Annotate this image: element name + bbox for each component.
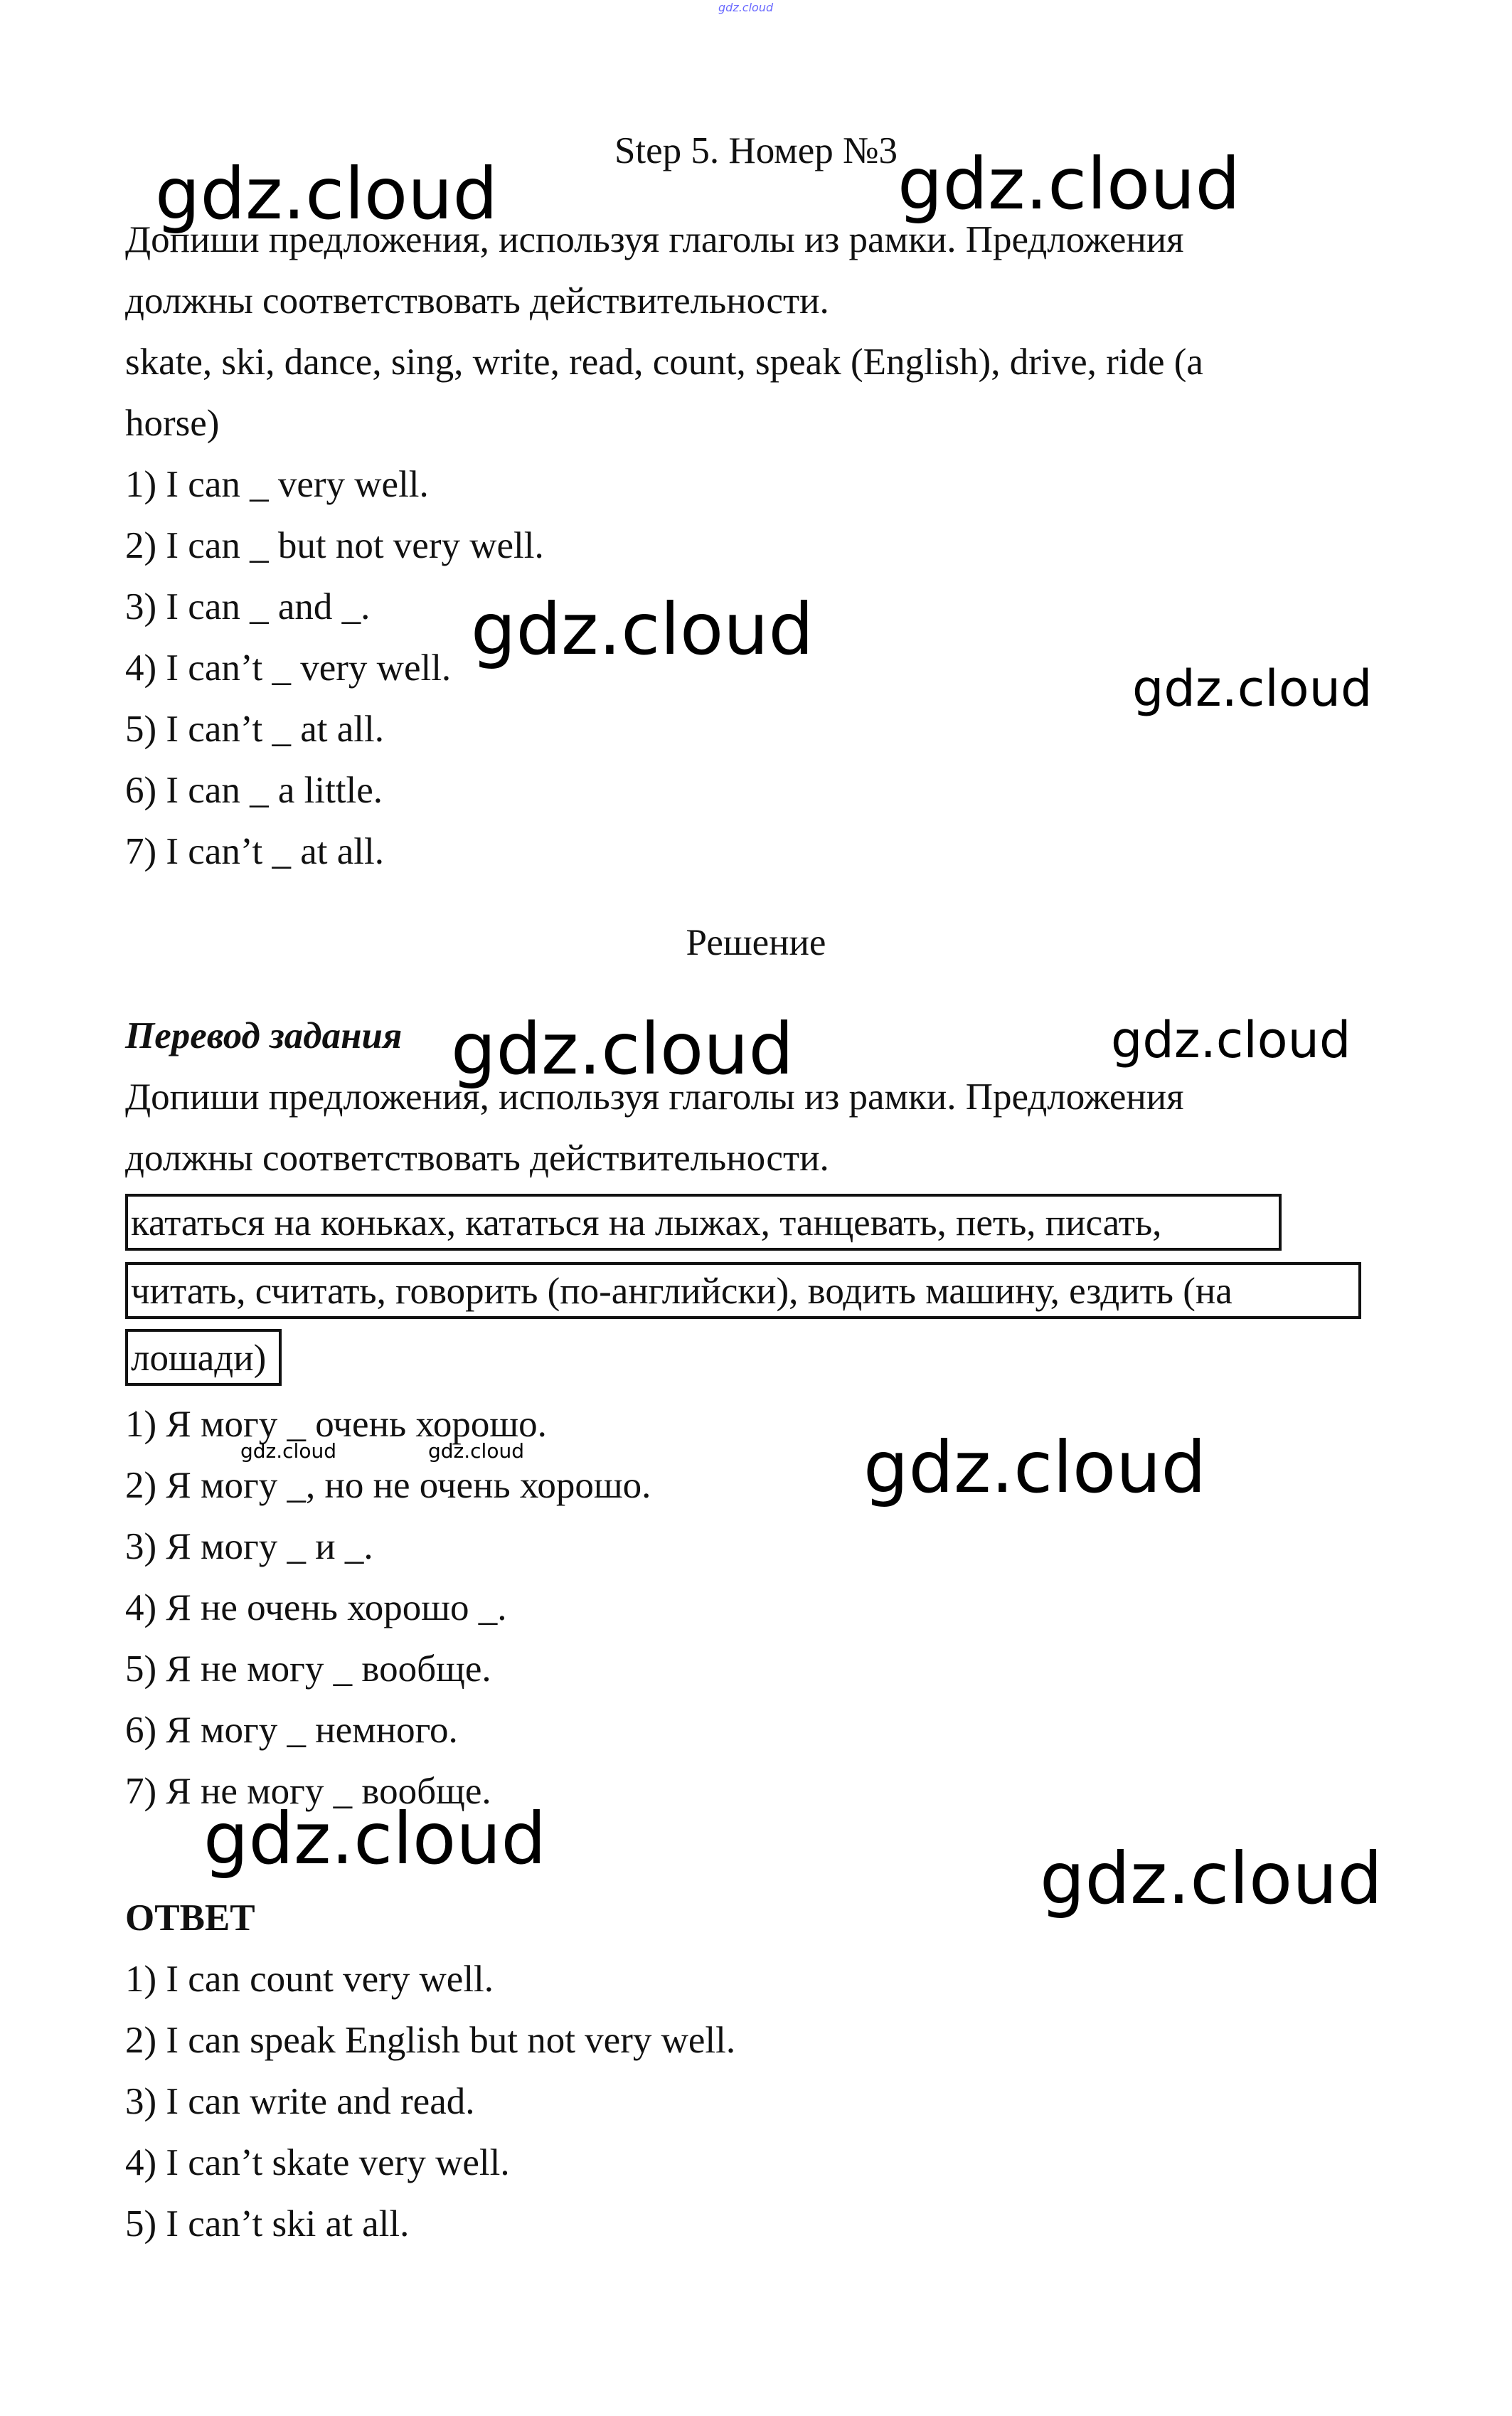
translation-box-line-2: читать, считать, говорить (по-английски), водить машину, ездить (на (125, 1262, 1361, 1319)
translation-instruction-line-1: Допиши предложения, используя глаголы из рамки. Предложения (125, 1076, 1184, 1118)
task-sentence-3: 3) I can _ and _. (125, 586, 371, 627)
answer-line-2: 2) I can speak English but not very well. (125, 2020, 736, 2061)
word-list-line-2: horse) (125, 403, 220, 444)
watermark: gdz.cloud (155, 152, 499, 235)
translation-sentence-7: 7) Я не могу _ вообще. (125, 1771, 491, 1812)
page-title: Step 5. Номер №3 (614, 130, 898, 171)
watermark: gdz.cloud (471, 588, 814, 671)
task-sentence-2: 2) I can _ but not very well. (125, 525, 544, 566)
watermark: gdz.cloud (1132, 659, 1373, 718)
answer-line-3: 3) I can write and read. (125, 2081, 475, 2122)
translation-sentence-4: 4) Я не очень хорошо _. (125, 1587, 507, 1628)
task-sentence-5: 5) I can’t _ at all. (125, 709, 384, 750)
answer-line-1: 1) I can count very well. (125, 1959, 494, 2000)
watermark: gdz.cloud (863, 1426, 1207, 1509)
watermark: gdz.cloud (428, 1439, 524, 1463)
task-instruction-line-2: должны соответствовать действительности. (125, 280, 829, 322)
translation-sentence-5: 5) Я не могу _ вообще. (125, 1648, 491, 1690)
translation-sentence-6: 6) Я могу _ немного. (125, 1710, 458, 1751)
word-list-line-1: skate, ski, dance, sing, write, read, count, speak (English), drive, ride (a (125, 341, 1203, 383)
answer-line-5: 5) I can’t ski at all. (125, 2203, 410, 2245)
answer-heading: ОТВЕТ (125, 1897, 255, 1939)
watermark: gdz.cloud (1040, 1837, 1383, 1920)
task-sentence-1: 1) I can _ very well. (125, 464, 429, 505)
task-sentence-6: 6) I can _ a little. (125, 770, 383, 811)
translation-sentence-3: 3) Я могу _ и _. (125, 1526, 373, 1567)
translation-box-line-3: лошади) (125, 1329, 282, 1386)
translation-sentence-1: 1) Я могу _ очень хорошо. (125, 1404, 547, 1445)
watermark: gdz.cloud (203, 1797, 547, 1880)
task-sentence-7: 7) I can’t _ at all. (125, 831, 384, 872)
translation-instruction-line-2: должны соответствовать действительности. (125, 1138, 829, 1179)
answer-line-4: 4) I can’t skate very well. (125, 2142, 510, 2183)
watermark: gdz.cloud (240, 1439, 336, 1463)
solution-heading: Решение (686, 922, 826, 963)
translation-heading: Перевод задания (125, 1015, 403, 1056)
translation-box-line-1: кататься на коньках, кататься на лыжах, танцевать, петь, писать, (125, 1194, 1282, 1251)
translation-sentence-2: 2) Я могу _, но не очень хорошо. (125, 1465, 651, 1506)
watermark: gdz.cloud (1111, 1011, 1351, 1069)
header-watermark: gdz.cloud (718, 1, 774, 14)
watermark: gdz.cloud (898, 142, 1241, 226)
task-sentence-4: 4) I can’t _ very well. (125, 647, 452, 689)
task-instruction-line-1: Допиши предложения, используя глаголы из рамки. Предложения (125, 219, 1184, 260)
watermark: gdz.cloud (451, 1007, 794, 1091)
